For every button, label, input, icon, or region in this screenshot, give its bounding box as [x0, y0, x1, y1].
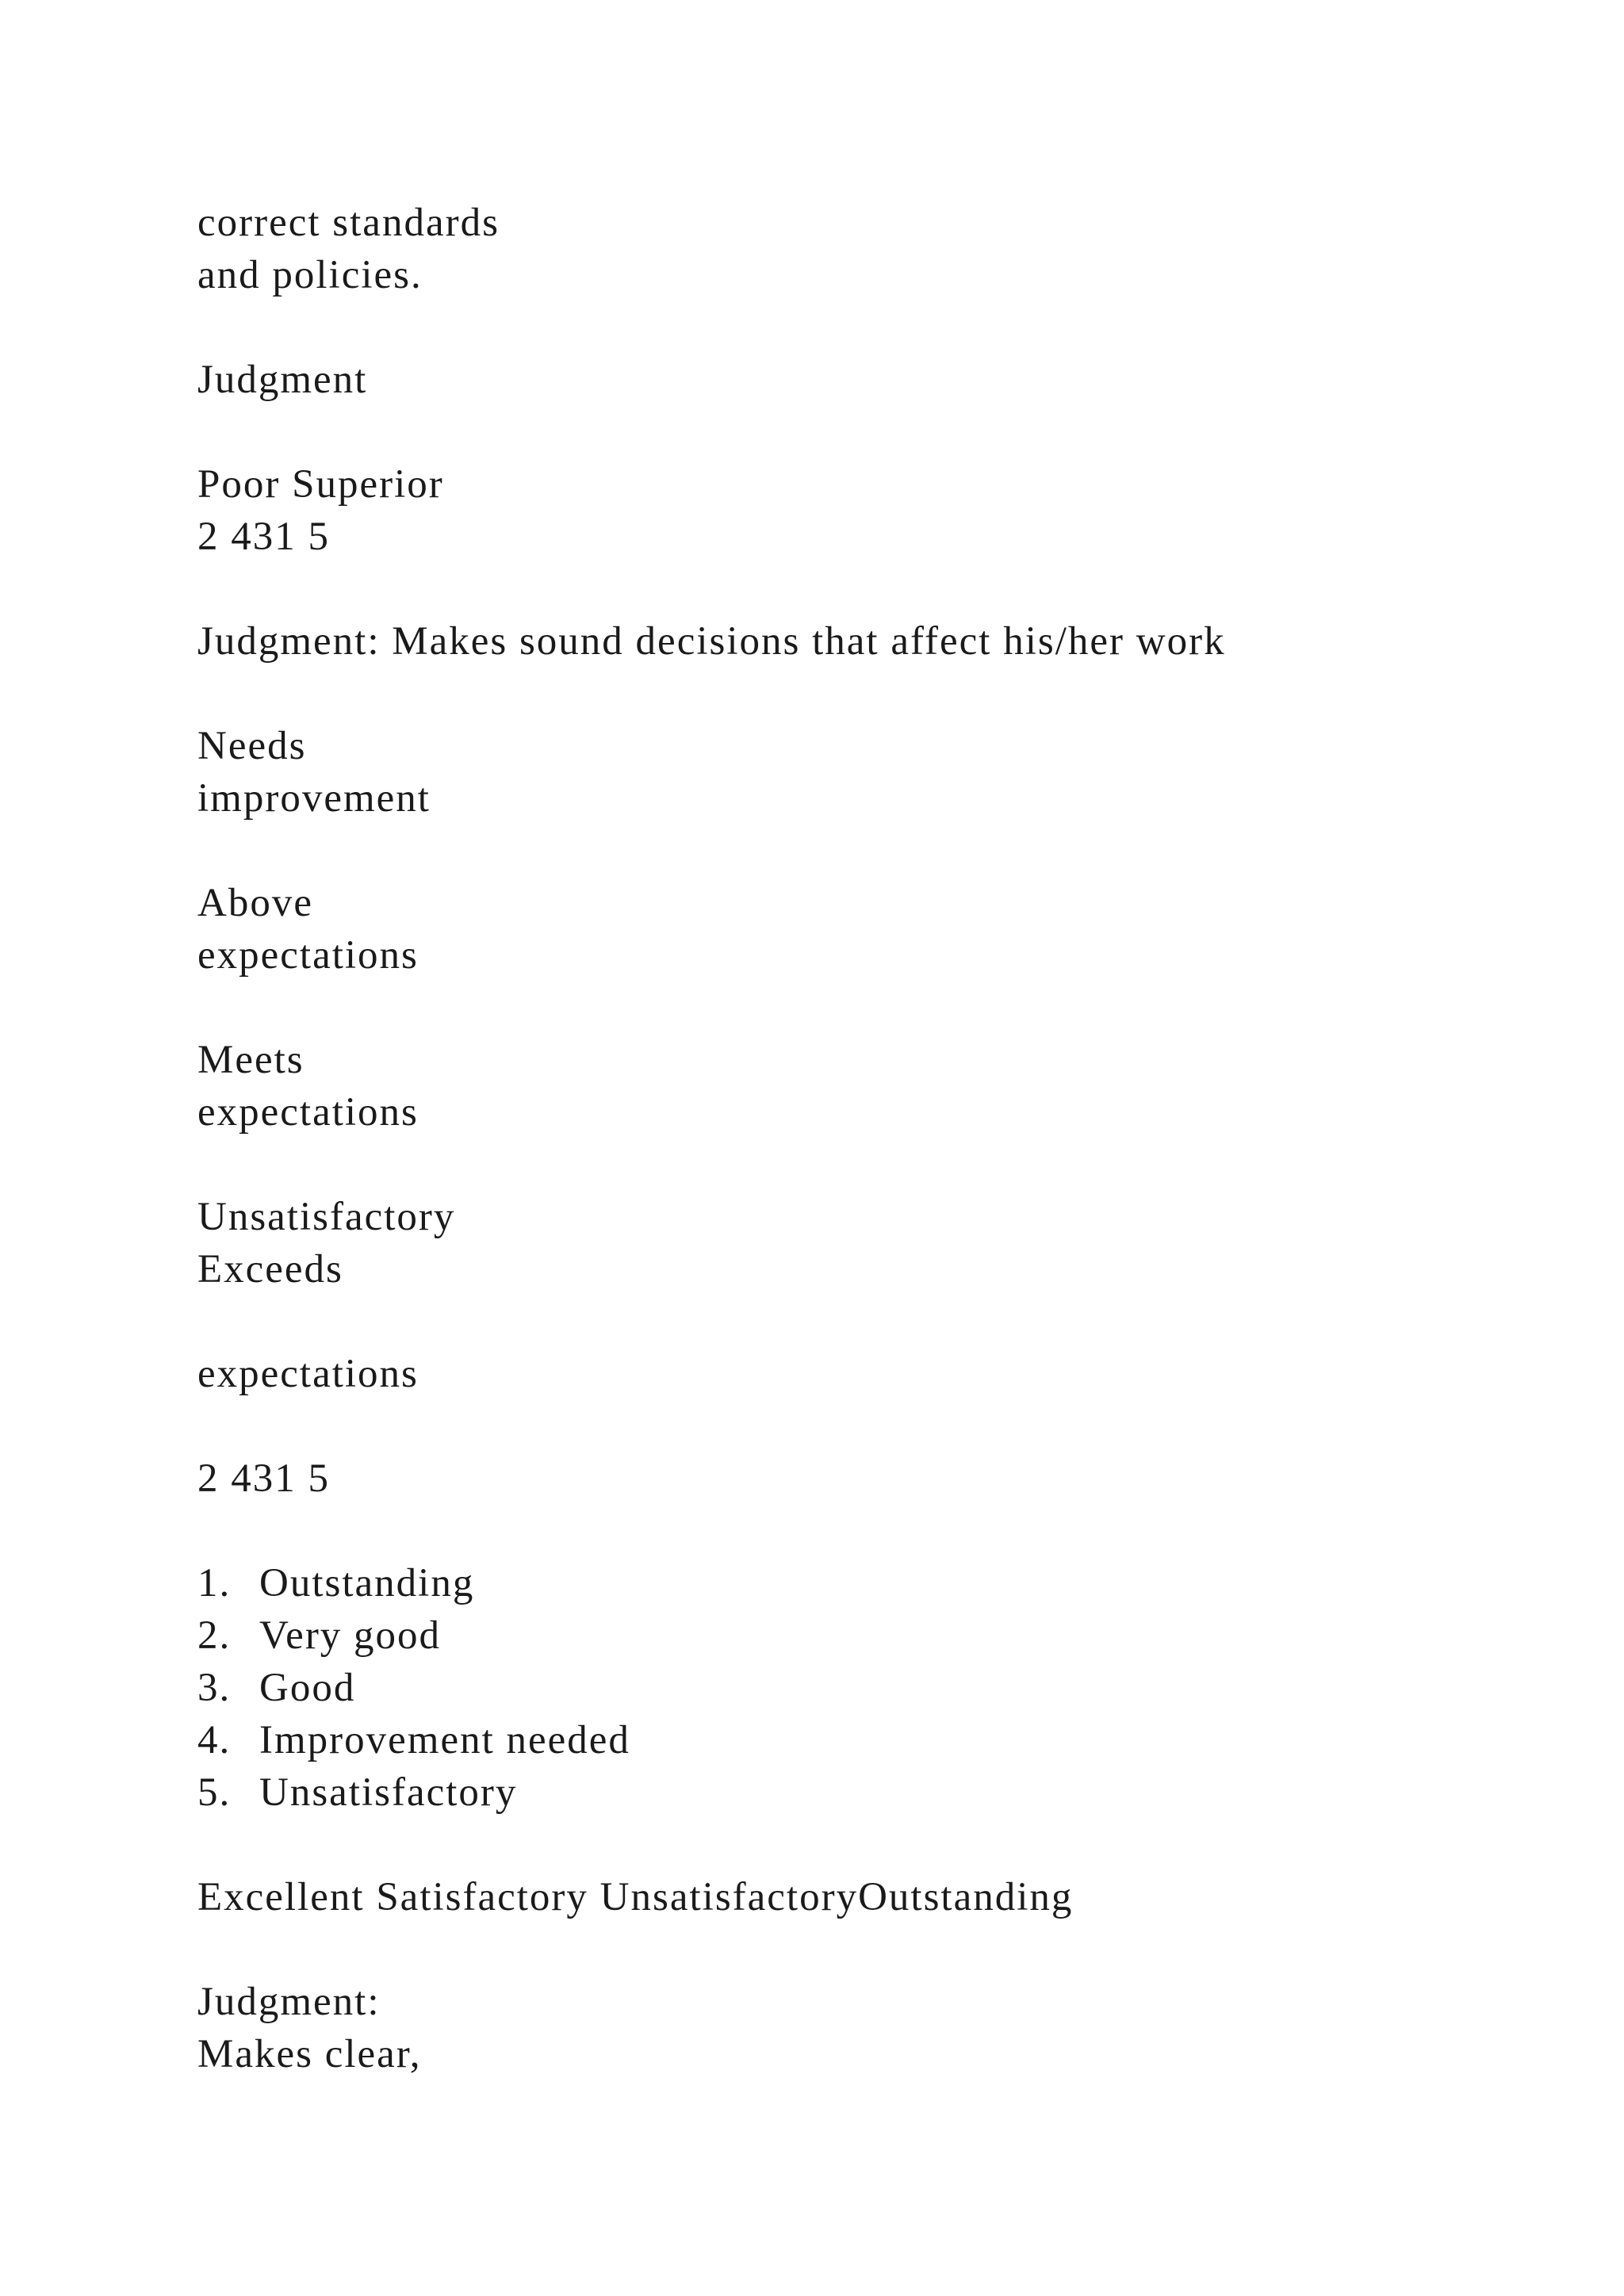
list-item-number: 1.	[197, 1561, 232, 1605]
scale-label: Needs	[197, 724, 307, 768]
scale-label: improvement	[197, 776, 431, 821]
list-item	[197, 1769, 517, 1816]
scale-label: expectations	[197, 1090, 419, 1135]
list-item-number: 3.	[197, 1666, 232, 1710]
list-item	[197, 1716, 630, 1764]
scale-label: Exceeds	[197, 1247, 343, 1292]
scale-numbers: 2 431 5	[197, 515, 330, 559]
list-item-number: 4.	[197, 1718, 232, 1762]
scale-label: expectations	[197, 1352, 419, 1396]
list-item-number: 5.	[197, 1770, 232, 1815]
list-item-text: Outstanding	[259, 1561, 475, 1605]
section-heading: Judgment	[197, 358, 368, 402]
text-line: and policies.	[197, 253, 423, 297]
list-item-text: Unsatisfactory	[259, 1770, 518, 1815]
list-item	[197, 1612, 441, 1659]
section-heading: Judgment:	[197, 1980, 381, 2024]
list-item-text: Very good	[259, 1613, 442, 1658]
scale-label: Unsatisfactory	[197, 1195, 456, 1239]
scale-endpoints: Poor Superior	[197, 462, 444, 507]
scale-label: Meets	[197, 1038, 304, 1082]
list-item	[197, 1559, 474, 1607]
text-line: correct standards	[197, 201, 500, 245]
scale-label: Above	[197, 881, 313, 925]
scale-numbers: 2 431 5	[197, 1456, 330, 1501]
list-item-text: Improvement needed	[259, 1718, 630, 1762]
list-item	[197, 1664, 355, 1712]
list-item-number: 2.	[197, 1613, 232, 1658]
list-item-text: Good	[259, 1666, 356, 1710]
text-line: Makes clear,	[197, 2032, 422, 2076]
criterion-description: Judgment: Makes sound decisions that affect his/her work	[197, 619, 1226, 664]
rating-row: Excellent Satisfactory UnsatisfactoryOutstanding	[197, 1875, 1074, 1919]
scale-label: expectations	[197, 933, 419, 978]
